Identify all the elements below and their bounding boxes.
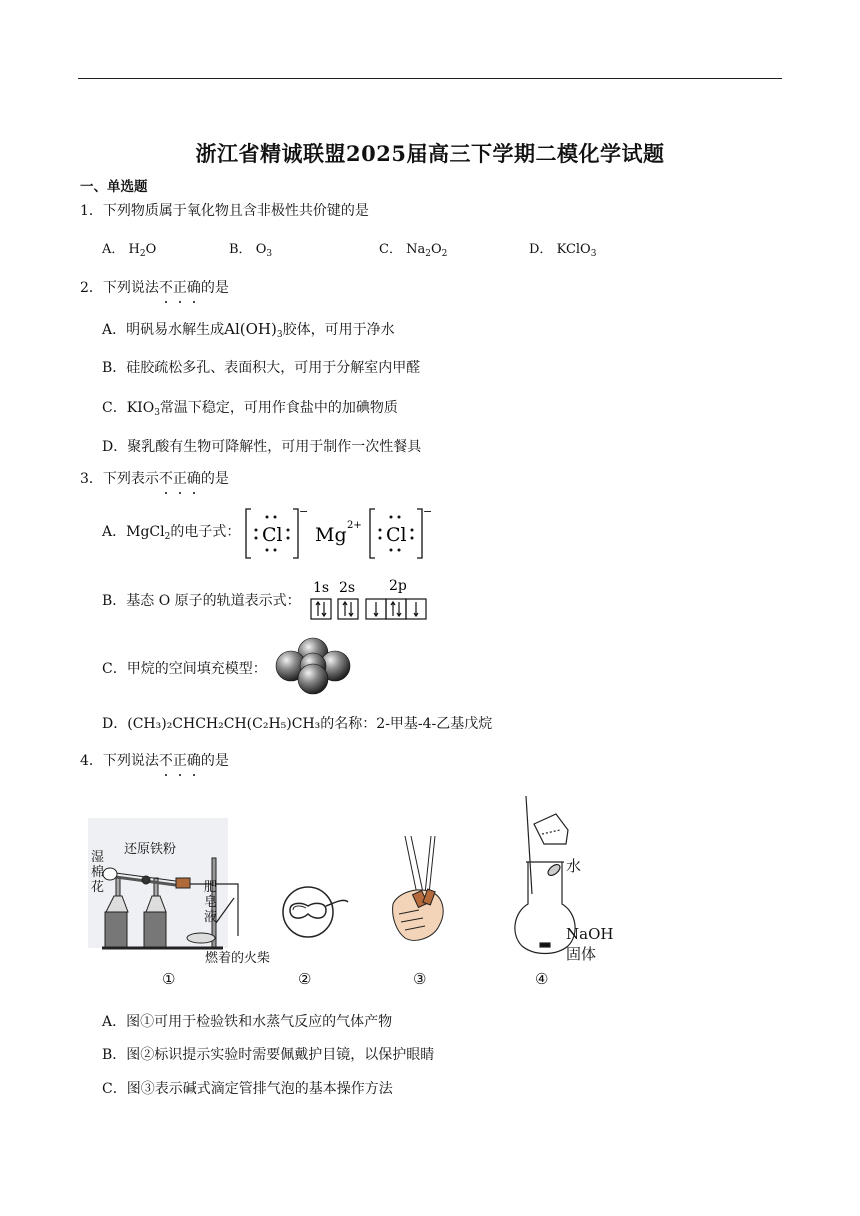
q4-option-c[interactable]: C．图③表示碱式滴定管排气泡的基本操作方法 [102,1081,393,1097]
question-4-stem: 4．下列说法不正确的是 [80,753,229,769]
q4-option-b[interactable]: B．图②标识提示实验时需要佩戴护目镜，以保护眼睛 [102,1047,435,1063]
figure-2-goggles-sign [268,880,354,944]
label-zao: 皂 [204,895,218,910]
q1-option-d[interactable]: D． KClO$_3$ [529,242,597,259]
label-solid: 固体 [566,945,597,963]
q3-option-d[interactable]: D．(CH₃)₂CHCH₂CH(C₂H₅)CH₃的名称：2-甲基-4-乙基戊烷 [102,716,493,732]
chlorine-symbol-right: Cl [386,524,407,546]
q2-option-a[interactable]: A．明矾易水解生成$Al(OH)_3$胶体，可用于净水 [102,320,395,340]
q4-option-a[interactable]: A．图①可用于检验铁和水蒸气反应的气体产物 [102,1014,393,1030]
figure-caption-2: ② [298,970,312,988]
page-title: 浙江省精诚联盟2025届高三下学期二模化学试题 [195,141,665,166]
methane-space-filling-model [272,636,356,696]
figure-caption-3: ③ [413,970,427,988]
q1-option-b[interactable]: B． $O_3$ [229,242,273,259]
chlorine-symbol-left: Cl [262,524,283,546]
chloride-charge-left: − [299,506,309,518]
orbital-diagram [306,578,436,624]
label-ye: 液 [204,910,218,925]
q2-option-d[interactable]: D．聚乳酸有生物可降解性，可用于制作一次性餐具 [102,439,422,455]
chloride-charge-right: − [423,506,433,518]
orbital-label-1s: 1s [313,580,330,596]
figure-1-iron-steam-apparatus [88,818,278,968]
header-rule [78,78,782,79]
label-naoh: NaOH [566,925,614,943]
orbital-label-2s: 2s [339,580,356,596]
q2-option-c[interactable]: C．$KIO_3$常温下稳定，可用作食盐中的加碘物质 [102,400,398,418]
question-3-stem: 3．下列表示不正确的是 [80,471,229,487]
label-shi: 湿 [91,850,105,865]
question-1-stem: 1．下列物质属于氧化物且含非极性共价键的是 [80,203,369,219]
label-mian: 棉 [91,865,105,880]
question-2-stem: 2．下列说法不正确的是 [80,280,229,296]
label-burning-match: 燃着的火柴 [205,951,271,966]
figure-3-burette-hand [385,834,455,948]
q1-option-a[interactable]: A． $H_2O$ [102,242,157,259]
label-reduced-iron: 还原铁粉 [124,842,177,857]
q1-option-c[interactable]: C． $Na_2O_2$ [379,242,448,259]
figure-caption-1: ① [162,970,176,988]
q2-option-b[interactable]: B．硅胶疏松多孔、表面积大，可用于分解室内甲醛 [102,360,421,376]
q3-option-b[interactable]: B．基态 O 原子的轨道表示式： [102,593,301,609]
electron-dot-formula [243,506,438,562]
label-hua: 花 [91,880,105,895]
magnesium-charge: 2+ [347,520,362,531]
figure-caption-4: ④ [535,970,549,988]
section-heading: 一、单选题 [80,179,148,195]
q3-option-a[interactable]: A．MgCl$_2$的电子式： [102,524,241,542]
magnesium-symbol: Mg [315,524,347,546]
label-fei: 肥 [204,880,218,895]
label-water: 水 [566,857,582,875]
q3-option-c[interactable]: C．甲烷的空间填充模型： [102,661,267,677]
orbital-label-2p: 2p [389,578,407,594]
